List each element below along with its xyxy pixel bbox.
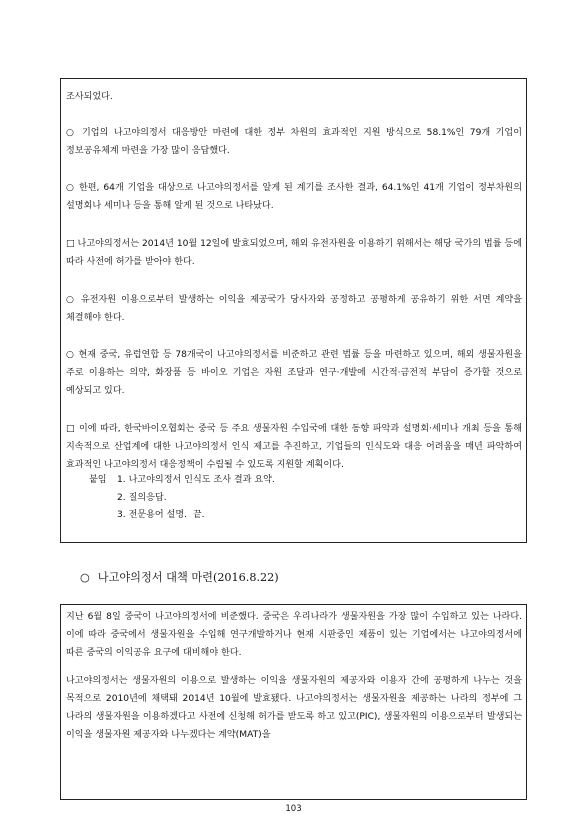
paragraph-protocol-effective: □ 나고야의정서는 2014년 10월 12일에 발효되었으며, 해외 유전자원을 이용하기 위해서는 해당 국가의 법률 등에 따라 사전에 허가를 받아야 한다.: [66, 239, 522, 267]
attachments-list: [89, 472, 275, 525]
paragraph-china-ratification: 지난 6월 8일 중국이 나고야의정서에 비준했다. 중국은 우리나라가 생물자원을 가장 많이 수입하고 있는 나라다. 이에 따라 중국에서 생물자원을 수입해 연구개발하거나 현재 시판중인 제품이 있는 기업에서는 나고야의정서에 따른 중국의 이익공유 요구에 대비해야 한다.: [66, 612, 522, 658]
heading-title: 나고야의정서 대책 마련(2016.8.22): [97, 571, 279, 584]
attachment-item: 3. 전문용어 설명. 끝.: [117, 510, 205, 521]
continuation-box: [60, 78, 527, 543]
paragraph-ratifying-countries: ○ 현재 중국, 유럽연합 등 78개국이 나고야의정서를 비준하고 관련 법률 등을 마련하고 있으며, 해외 생물자원을 주로 이용하는 의약, 화장품 등 바이오 기업은 자원 조달과 연구·개발에 시간적·금전적 부담이 증가할 것으로 예상되고 있다.: [66, 350, 522, 396]
attachment-item: 2. 질의응답.: [117, 492, 167, 503]
article-box: [60, 604, 527, 800]
attachments-label: 붙임: [89, 475, 107, 485]
paragraph-survey-continued: 조사되었다.: [66, 92, 113, 102]
attachment-item: 1. 나고야의정서 인식도 조사 결과 요약.: [117, 475, 275, 485]
heading-bullet: ○: [80, 571, 90, 584]
section-heading: [80, 570, 279, 586]
paragraph-protocol-purpose: 나고야의정서는 생물자원의 이용으로 발생하는 이익을 생물자원의 제공자와 이용자 간에 공평하게 나누는 것을 목적으로 2010년에 채택돼 2014년 10월에 발효됐다. 나고야의정서는 생물자원을 제공하는 나라의 정부에 그 나라의 생물자원을 이용하겠다고 사전에 신청해 허가를 받도록 하고 있고(PIC), 생물자원의 이용으로부터 발생되는 이익을 생물자원 제공자와 나누겠다는 계약(MAT)을: [66, 676, 522, 740]
page-number: 103: [285, 804, 302, 814]
paragraph-association-plan: □ 이에 따라, 한국바이오협회는 중국 등 주요 생물자원 수입국에 대한 동향 파악과 설명회·세미나 개최 등을 통해 지속적으로 산업계에 대한 나고야의정서 인식 제고를 추진하고, 기업들의 인식도와 대응 어려움을 매년 파악하여 효과적인 나고야의정서 대응정책이 수립될 수 있도록 지원할 계획이다.: [66, 424, 522, 470]
paragraph-awareness-channel: ○ 한편, 64개 기업을 대상으로 나고야의정서를 알게 된 계기를 조사한 결과, 64.1%인 41개 기업이 정부차원의 설명회나 세미나 등을 통해 알게 된 것으로 나타났다.: [66, 183, 522, 211]
paragraph-government-support: ○ 기업의 나고야의정서 대응방안 마련에 대한 정부 차원의 효과적인 지원 방식으로 58.1%인 79개 기업이 정보공유체계 마련을 가장 많이 응답했다.: [66, 128, 522, 156]
paragraph-benefit-sharing-contract: ○ 유전자원 이용으로부터 발생하는 이익을 제공국가 당사자와 공정하고 공평하게 공유하기 위한 서면 계약을 체결해야 한다.: [66, 295, 522, 323]
